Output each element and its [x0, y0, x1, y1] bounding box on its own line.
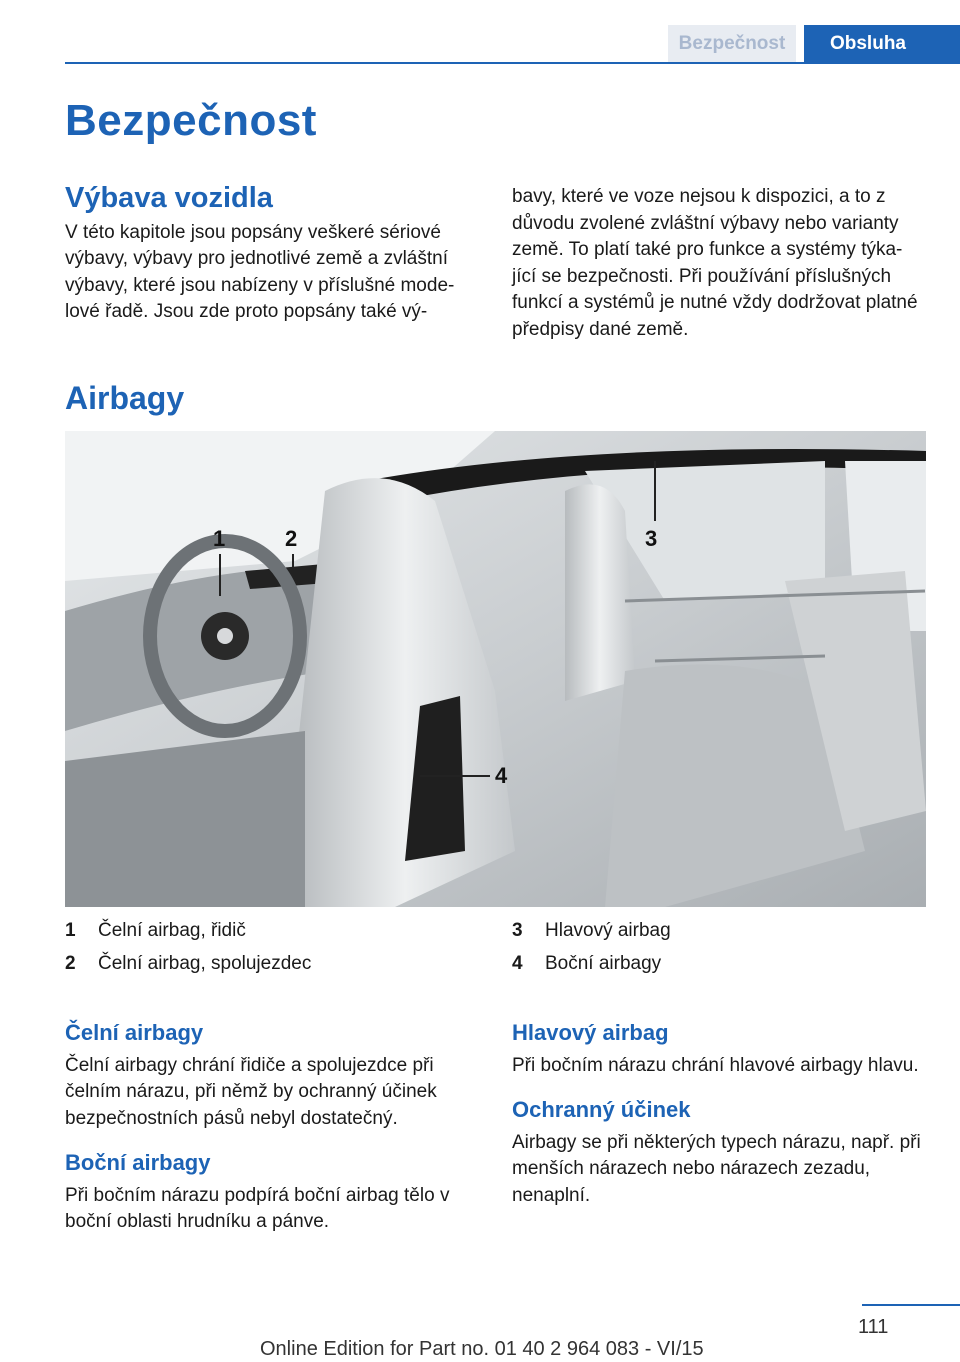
equipment-left-column	[65, 182, 475, 326]
airbags-heading: Airbagy	[65, 380, 185, 416]
head-airbag-heading: Hlavový airbag	[512, 1020, 669, 1045]
tab-chapter[interactable]: Obsluha	[804, 25, 960, 63]
callout-4: 4	[495, 763, 508, 788]
legend-item	[65, 947, 475, 980]
legend-label: Čelní airbag, řidič	[98, 919, 246, 941]
tab-section[interactable]: Bezpečnost	[668, 25, 796, 63]
front-airbags-heading: Čelní airbagy	[65, 1020, 204, 1045]
legend-item	[65, 914, 475, 947]
protection-text: Airbagy se při některých typech nárazu, např. při menších nárazech nebo nárazech zezadu, nenaplní.	[512, 1131, 921, 1206]
side-airbags-text: Při bočním nárazu podpírá boční airbag tělo v boční oblasti hrudníku a pánve.	[65, 1184, 450, 1232]
header-tabs	[668, 25, 960, 63]
equipment-heading: Výbava vozidla	[65, 182, 273, 214]
lower-left-column	[65, 1020, 475, 1236]
callout-2: 2	[285, 526, 298, 551]
header-rule	[65, 62, 960, 64]
legend-number: 1	[65, 919, 76, 941]
legend-label: Boční airbagy	[545, 952, 662, 974]
equipment-text-left: V této kapitole jsou popsány veškeré sériové výbavy, výbavy pro jednotlivé země a zvláštní výbavy, které jsou nabízeny v příslušné mode- lové řadě. Jsou zde proto popsány také vý-	[65, 221, 455, 322]
head-airbag-text: Při bočním nárazu chrání hlavové airbagy hlavu.	[512, 1054, 919, 1076]
lower-right-column	[512, 1020, 922, 1209]
legend-number: 2	[65, 952, 76, 974]
legend-item	[512, 914, 922, 947]
page-number: 111	[858, 1316, 889, 1338]
legend-number: 3	[512, 919, 523, 941]
front-airbags-text: Čelní airbagy chrání řidiče a spolujezdce při čelním nárazu, při němž by ochranný účinek bezpečnostních pásů nebyl dostatečný.	[65, 1054, 437, 1129]
legend-label: Čelní airbag, spolujezdec	[98, 952, 312, 974]
footer-rule	[862, 1304, 960, 1306]
equipment-text-right: bavy, které ve voze nejsou k dispozici, a to z důvodu zvolené zvláštní výbavy nebo varianty země. To platí také pro funkce a systémy týka- jící se bezpečnosti. Při používání příslušných funkcí a systémů je nutné vždy dodržovat platné předpisy dané země.	[512, 186, 918, 340]
equipment-right-column	[512, 184, 922, 343]
legend-number: 4	[512, 952, 523, 974]
callout-3: 3	[645, 526, 658, 551]
callout-1: 1	[213, 526, 226, 551]
airbag-figure	[65, 431, 926, 907]
protection-heading: Ochranný účinek	[512, 1097, 691, 1122]
legend-item	[512, 947, 922, 980]
legend-right	[512, 914, 922, 980]
legend-left	[65, 914, 475, 980]
car-interior-illustration	[65, 431, 926, 907]
side-airbags-heading: Boční airbagy	[65, 1150, 211, 1175]
edition-info: Online Edition for Part no. 01 40 2 964 083 - VI/15	[260, 1338, 704, 1360]
page-title: Bezpečnost	[65, 96, 317, 145]
legend-label: Hlavový airbag	[545, 919, 671, 941]
